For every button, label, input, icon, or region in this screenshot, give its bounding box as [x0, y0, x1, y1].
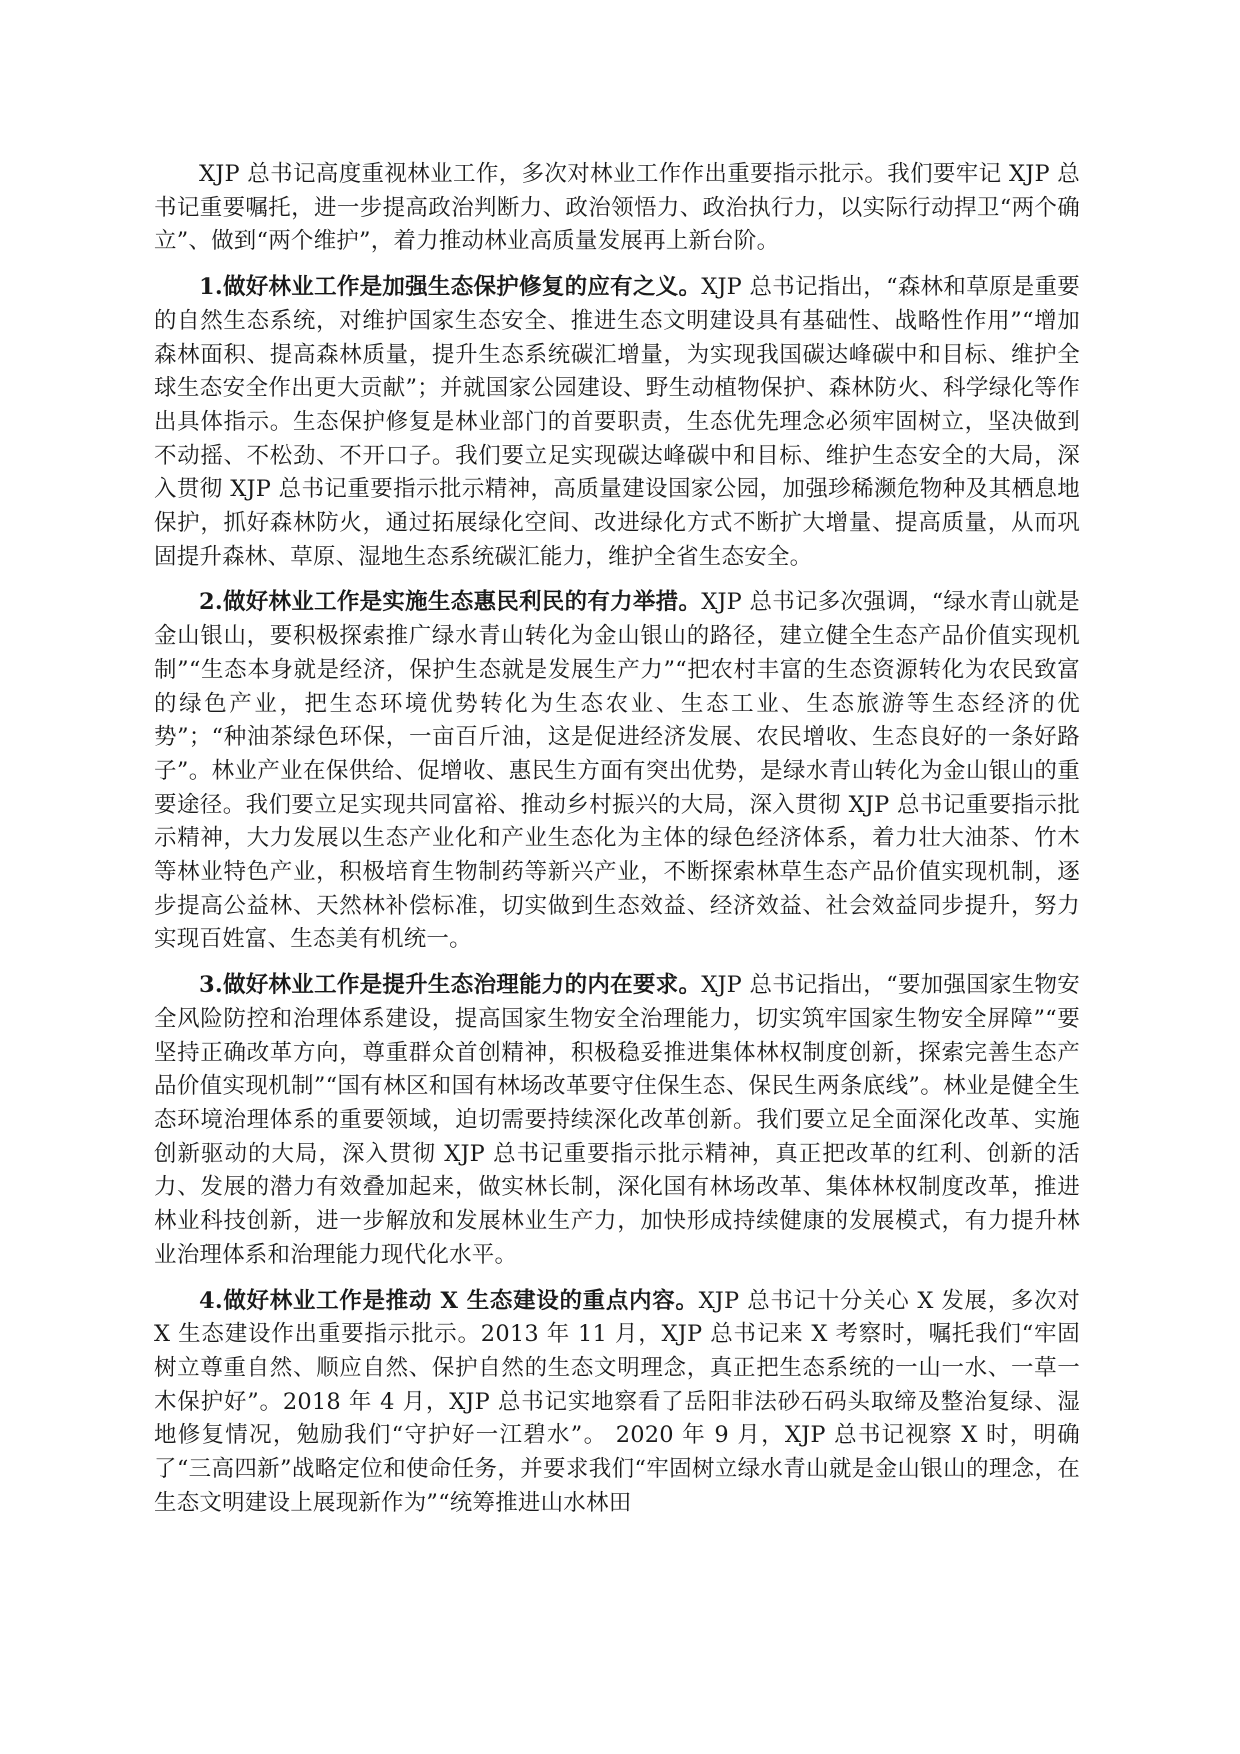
- section-heading: 4.做好林业工作是推动 X 生态建设的重点内容。: [199, 1287, 699, 1314]
- paragraph-text: XJP 总书记十分关心 X 发展，多次对 X 生态建设作出重要指示批示。2013 年 11 月，XJP 总书记来 X 考察时，嘱托我们“牢固树立尊重自然、顺应自然、保护自然的生态文明理念，真正把生态系统的一山一水、一草一木保护好”。2018 年 4 月，XJP 总书记实地察看了岳阳非法砂石码头取缔及整治复绿、湿地修复情况，勉励我们“守护好一江碧水”。 2020 年 9 月，XJP 总书记视察 X 时，明确了“三高四新”战略定位和使命任务，并要求我们“牢固树立绿水青山就是金山银山的理念，在生态文明建设上展现新作为”“统筹推进山水林田: [154, 1287, 1080, 1516]
- paragraph-text: XJP 总书记高度重视林业工作，多次对林业工作作出重要指示批示。我们要牢记 XJP 总书记重要嘱托，进一步提高政治判断力、政治领悟力、政治执行力，以实际行动捍卫“两个确立”、做到“两个维护”，着力推动林业高质量发展再上新台阶。: [154, 161, 1080, 255]
- section-heading: 2.做好林业工作是实施生态惠民利民的有力举措。: [199, 589, 702, 616]
- paragraph-text: XJP 总书记指出，“要加强国家生物安全风险防控和治理体系建设，提高国家生物安全治理能力，切实筑牢国家生物安全屏障”“要坚持正确改革方向，尊重群众首创精神，积极稳妥推进集体林权制度创新，探索完善生态产品价值实现机制”“国有林区和国有林场改革要守住保生态、保民生两条底线”。林业是健全生态环境治理体系的重要领域，迫切需要持续深化改革创新。我们要立足全面深化改革、实施创新驱动的大局，深入贯彻 XJP 总书记重要指示批示精神，真正把改革的红利、创新的活力、发展的潜力有效叠加起来，做实林长制，深化国有林场改革、集体林权制度改革，推进林业科技创新，进一步解放和发展林业生产力，加快形成持续健康的发展模式，有力提升林业治理体系和治理能力现代化水平。: [154, 972, 1080, 1268]
- section-heading: 3.做好林业工作是提升生态治理能力的内在要求。: [199, 972, 702, 999]
- paragraph-text: XJP 总书记多次强调，“绿水青山就是金山银山，要积极探索推广绿水青山转化为金山银山的路径，建立健全生态产品价值实现机制”“生态本身就是经济，保护生态就是发展生产力”“把农村丰富的生态资源转化为农民致富的绿色产业，把生态环境优势转化为生态农业、生态工业、生态旅游等生态经济的优势”；“种油茶绿色环保，一亩百斤油，这是促进经济发展、农民增收、生态良好的一条好路子”。林业产业在保供给、促增收、惠民生方面有突出优势，是绿水青山转化为金山银山的重要途径。我们要立足实现共同富裕、推动乡村振兴的大局，深入贯彻 XJP 总书记重要指示批示精神，大力发展以生态产业化和产业生态化为主体的绿色经济体系，着力壮大油茶、竹木等林业特色产业，积极培育生物制药等新兴产业，不断探索林草生态产品价值实现机制，逐步提高公益林、天然林补偿标准，切实做到生态效益、经济效益、社会效益同步提升，努力实现百姓富、生态美有机统一。: [154, 589, 1080, 953]
- section-paragraph-4: [154, 1285, 1080, 1521]
- section-paragraph-2: [154, 586, 1080, 957]
- intro-paragraph: [154, 158, 1080, 259]
- section-paragraph-3: [154, 969, 1080, 1272]
- document-body: [154, 158, 1080, 1532]
- section-heading: 1.做好林业工作是加强生态保护修复的应有之义。: [199, 274, 702, 301]
- section-paragraph-1: [154, 271, 1080, 574]
- paragraph-text: XJP 总书记指出，“森林和草原是重要的自然生态系统，对维护国家生态安全、推进生态文明建设具有基础性、战略性作用”“增加森林面积、提高森林质量，提升生态系统碳汇增量，为实现我国碳达峰碳中和目标、维护全球生态安全作出更大贡献”；并就国家公园建设、野生动植物保护、森林防火、科学绿化等作出具体指示。生态保护修复是林业部门的首要职责，生态优先理念必须牢固树立，坚决做到不动摇、不松劲、不开口子。我们要立足实现碳达峰碳中和目标、维护生态安全的大局，深入贯彻 XJP 总书记重要指示批示精神，高质量建设国家公园，加强珍稀濒危物种及其栖息地保护，抓好森林防火，通过拓展绿化空间、改进绿化方式不断扩大增量、提高质量，从而巩固提升森林、草原、湿地生态系统碳汇能力，维护全省生态安全。: [154, 274, 1080, 570]
